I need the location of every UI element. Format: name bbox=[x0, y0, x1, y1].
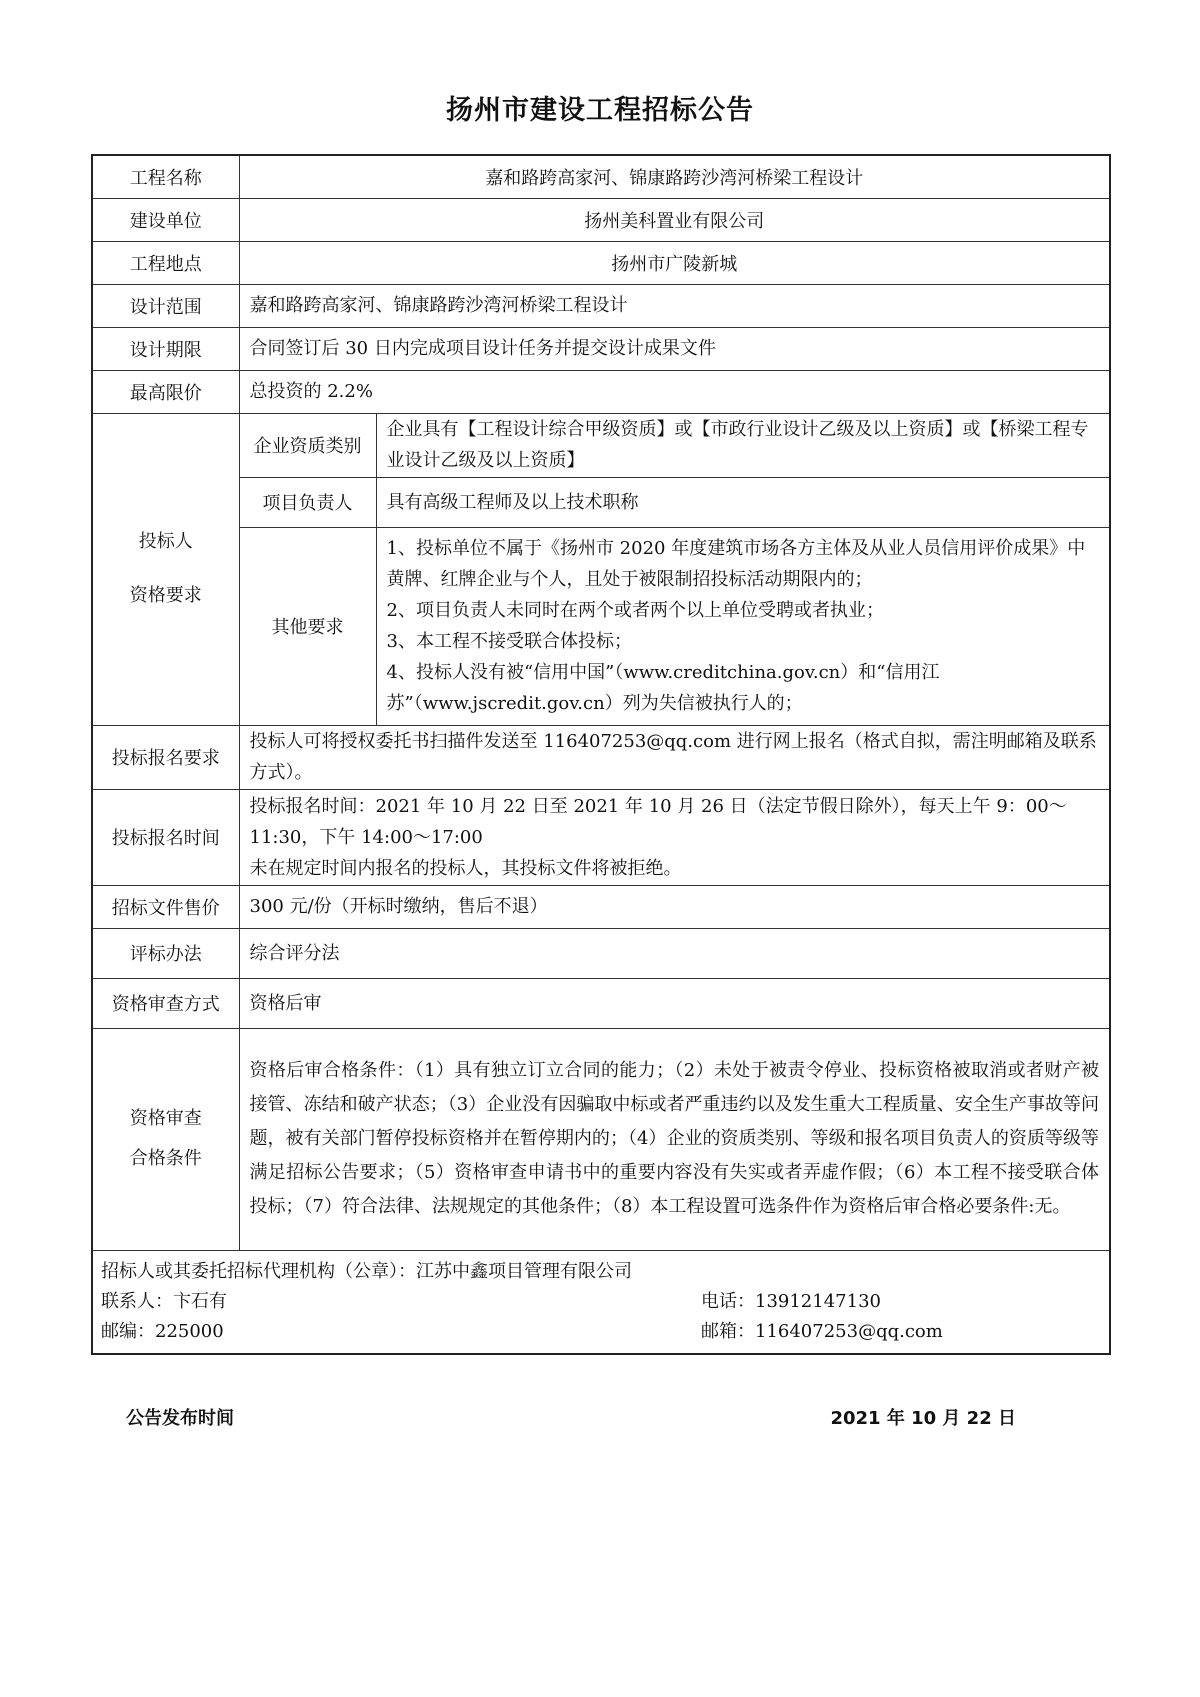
period-value: 合同签订后 30 日内完成项目设计任务并提交设计成果文件 bbox=[239, 327, 1110, 370]
contact-person: 联系人：卞石有 bbox=[101, 1290, 227, 1312]
qualification-label: 企业资质类别 bbox=[239, 413, 376, 477]
row-max-price bbox=[92, 370, 1110, 413]
scope-label: 设计范围 bbox=[92, 284, 239, 327]
project-name-value: 嘉和路跨高家河、锦康路跨沙湾河桥梁工程设计 bbox=[239, 155, 1110, 198]
row-period bbox=[92, 327, 1110, 370]
doc-price-label: 招标文件售价 bbox=[92, 885, 239, 928]
publish-label: 公告发布时间 bbox=[126, 1408, 234, 1429]
contact-email: 邮箱：116407253@qq.com bbox=[701, 1320, 943, 1342]
other-requirements-value bbox=[376, 527, 1110, 725]
row-footer bbox=[92, 1250, 1110, 1354]
review-conditions-label bbox=[92, 1028, 239, 1250]
builder-label: 建设单位 bbox=[92, 198, 239, 241]
postcode-line bbox=[101, 1317, 1101, 1347]
agency-line: 招标人或其委托招标代理机构（公章）：江苏中鑫项目管理有限公司 bbox=[101, 1260, 632, 1282]
row-registration bbox=[92, 725, 1110, 789]
review-method-value: 资格后审 bbox=[239, 978, 1110, 1028]
row-doc-price bbox=[92, 885, 1110, 928]
builder-value: 扬州美科置业有限公司 bbox=[239, 198, 1110, 241]
scope-value: 嘉和路跨高家河、锦康路跨沙湾河桥梁工程设计 bbox=[239, 284, 1110, 327]
other-requirements-label: 其他要求 bbox=[239, 527, 376, 725]
manager-value: 具有高级工程师及以上技术职称 bbox=[376, 477, 1110, 527]
row-registration-time bbox=[92, 789, 1110, 885]
doc-price-value: 300 元/份（开标时缴纳，售后不退） bbox=[239, 885, 1110, 928]
manager-label: 项目负责人 bbox=[239, 477, 376, 527]
row-review-method bbox=[92, 978, 1110, 1028]
location-value: 扬州市广陵新城 bbox=[239, 241, 1110, 284]
review-conditions-label-line2: 合格条件 bbox=[129, 1148, 202, 1169]
max-price-label: 最高限价 bbox=[92, 370, 239, 413]
other-requirement-item: 1、投标单位不属于《扬州市 2020 年度建筑市场各方主体及从业人员信用评价成果》中黄牌、红牌企业与个人，且处于被限制招投标活动期限内的； bbox=[386, 538, 1086, 590]
row-evaluation bbox=[92, 928, 1110, 978]
review-method-label: 资格审查方式 bbox=[92, 978, 239, 1028]
row-review-conditions bbox=[92, 1028, 1110, 1250]
registration-time-line2: 未在规定时间内报名的投标人，其投标文件将被拒绝。 bbox=[249, 857, 682, 879]
tender-info-table bbox=[91, 154, 1111, 1355]
page-title: 扬州市建设工程招标公告 bbox=[446, 95, 754, 126]
postcode: 邮编：225000 bbox=[101, 1320, 224, 1342]
row-scope bbox=[92, 284, 1110, 327]
contact-line bbox=[101, 1287, 1101, 1317]
other-requirement-item: 3、本工程不接受联合体投标； bbox=[386, 631, 632, 652]
location-label: 工程地点 bbox=[92, 241, 239, 284]
contact-phone: 电话：13912147130 bbox=[701, 1290, 881, 1312]
evaluation-value: 综合评分法 bbox=[239, 928, 1110, 978]
row-location bbox=[92, 241, 1110, 284]
other-requirement-item: 4、投标人没有被“信用中国”（www.creditchina.gov.cn）和“信用江苏”（www.jscredit.gov.cn）列为失信被执行人的； bbox=[386, 662, 940, 714]
registration-time-line1: 投标报名时间：2021 年 10 月 22 日至 2021 年 10 月 26 日（法定节假日除外），每天上午 9：00～11:30，下午 14:00～17:00 bbox=[249, 795, 1067, 848]
registration-time-label: 投标报名时间 bbox=[92, 789, 239, 885]
bidder-requirement-label-line1: 投标人 bbox=[138, 531, 193, 552]
period-label: 设计期限 bbox=[92, 327, 239, 370]
publish-date: 2021 年 10 月 22 日 bbox=[830, 1408, 1016, 1429]
row-qualification bbox=[92, 413, 1110, 477]
row-builder bbox=[92, 198, 1110, 241]
other-requirement-item: 2、项目负责人未同时在两个或者两个以上单位受聘或者执业； bbox=[386, 600, 884, 621]
row-other-requirements bbox=[92, 527, 1110, 725]
row-manager bbox=[92, 477, 1110, 527]
evaluation-label: 评标办法 bbox=[92, 928, 239, 978]
row-project-name bbox=[92, 155, 1110, 198]
max-price-value: 总投资的 2.2% bbox=[239, 370, 1110, 413]
qualification-value: 企业具有【工程设计综合甲级资质】或【市政行业设计乙级及以上资质】或【桥梁工程专业设计乙级及以上资质】 bbox=[376, 413, 1110, 477]
registration-time-value bbox=[239, 789, 1110, 885]
review-conditions-value: 资格后审合格条件：（1）具有独立订立合同的能力；（2）未处于被责令停业、投标资格被取消或者财产被接管、冻结和破产状态；（3）企业没有因骗取中标或者严重违约以及发生重大工程质量、安全生产事故等问题，被有关部门暂停投标资格并在暂停期内的；（4）企业的资质类别、等级和报名项目负责人的资质等级等满足招标公告要求；（5）资格审查申请书中的重要内容没有失实或者弄虚作假；（6）本工程不接受联合体投标；（7）符合法律、法规规定的其他条件；（8）本工程设置可选条件作为资格后审合格必要条件:无。 bbox=[239, 1028, 1110, 1250]
registration-label: 投标报名要求 bbox=[92, 725, 239, 789]
review-conditions-label-line1: 资格审查 bbox=[129, 1108, 202, 1129]
registration-value: 投标人可将授权委托书扫描件发送至 116407253@qq.com 进行网上报名（格式自拟，需注明邮箱及联系方式）。 bbox=[239, 725, 1110, 789]
bidder-requirement-label-line2: 资格要求 bbox=[129, 585, 202, 606]
project-name-label: 工程名称 bbox=[92, 155, 239, 198]
footer-cell bbox=[92, 1250, 1110, 1354]
publish-line bbox=[126, 1404, 1016, 1430]
bidder-requirement-label bbox=[92, 413, 239, 725]
